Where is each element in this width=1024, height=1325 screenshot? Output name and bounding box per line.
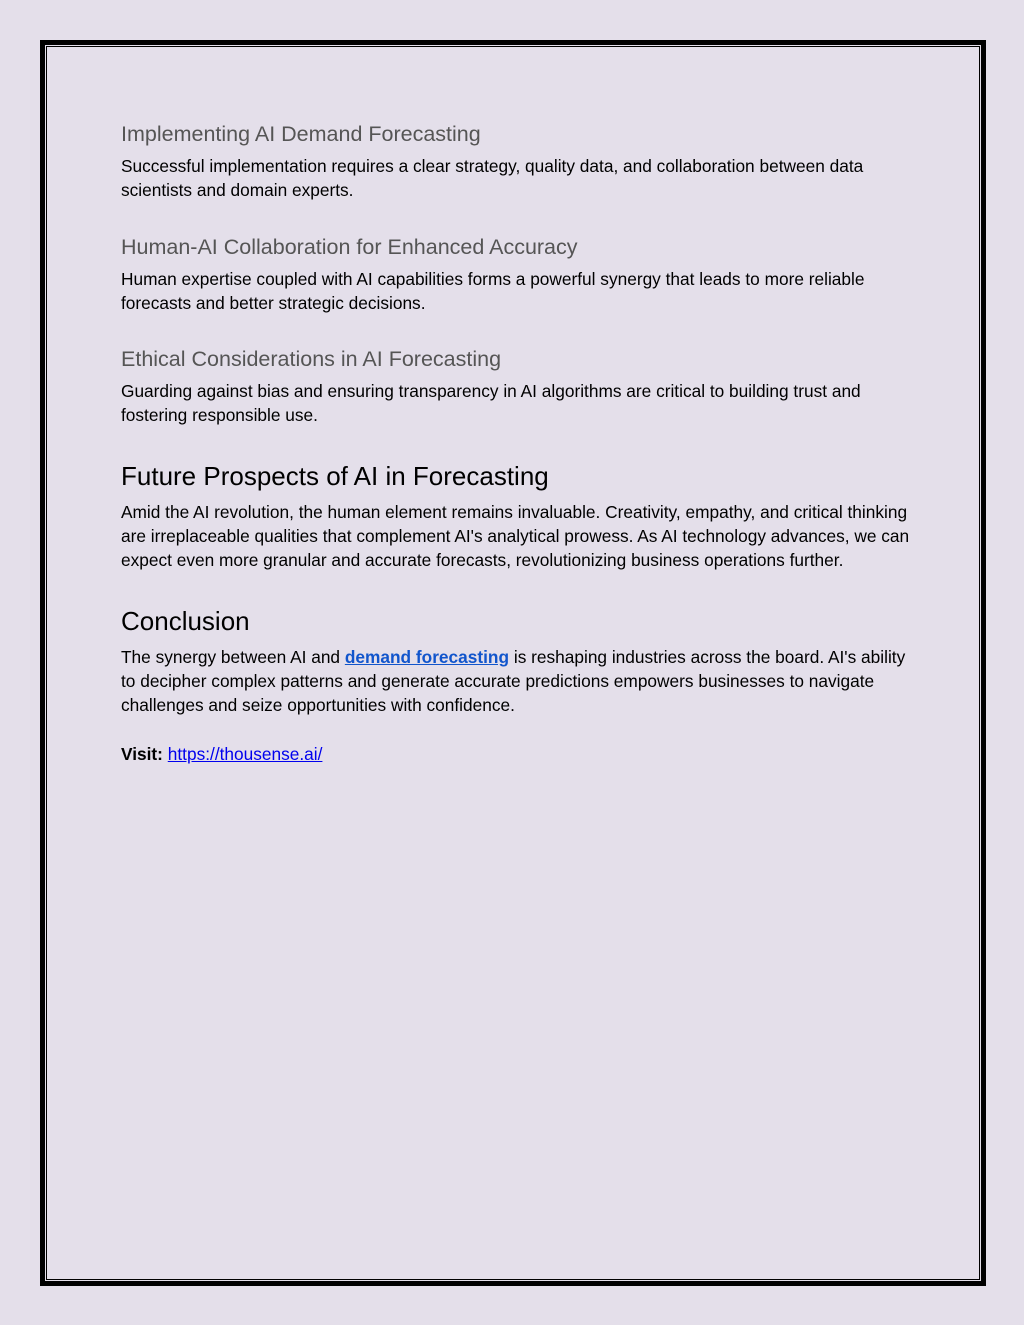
section-heading-implementing: Implementing AI Demand Forecasting	[121, 122, 481, 146]
visit-label: Visit:	[121, 743, 163, 764]
demand-forecasting-link[interactable]: demand forecasting	[344, 646, 510, 667]
conclusion-body	[121, 645, 911, 718]
website-link[interactable]: https://thousense.ai/	[167, 743, 323, 764]
section-heading-ethics: Ethical Considerations in AI Forecasting	[121, 347, 502, 372]
section-heading-collaboration: Human-AI Collaboration for Enhanced Accuracy	[121, 234, 578, 259]
section-body-collaboration: Human expertise coupled with AI capabilities forms a powerful synergy that leads to more reliable forecasts and better strategic decisions.	[121, 268, 865, 313]
section-body-future: Amid the AI revolution, the human element remains invaluable. Creativity, empathy, and critical thinking are irreplaceable qualities that complement AI's analytical prowess. As AI technology advances, we can expect even more granular and accurate forecasts, revolutionizing business operations further.	[121, 501, 910, 571]
section-body-implementing: Successful implementation requires a clear strategy, quality data, and collaboration between data scientists and domain experts.	[121, 156, 864, 201]
document-content	[121, 118, 911, 766]
visit-line	[121, 742, 911, 766]
conclusion-text-before: The synergy between AI and	[121, 646, 345, 667]
section-body-ethics: Guarding against bias and ensuring transparency in AI algorithms are critical to building trust and fostering responsible use.	[121, 381, 861, 426]
section-heading-future: Future Prospects of AI in Forecasting	[121, 460, 549, 491]
conclusion-text-after: is reshaping industries across the board. AI's ability to decipher complex patterns and generate accurate predictions empowers businesses to navigate challenges and seize opportunities with confidence.	[121, 646, 906, 716]
conclusion-heading: Conclusion	[121, 605, 250, 636]
